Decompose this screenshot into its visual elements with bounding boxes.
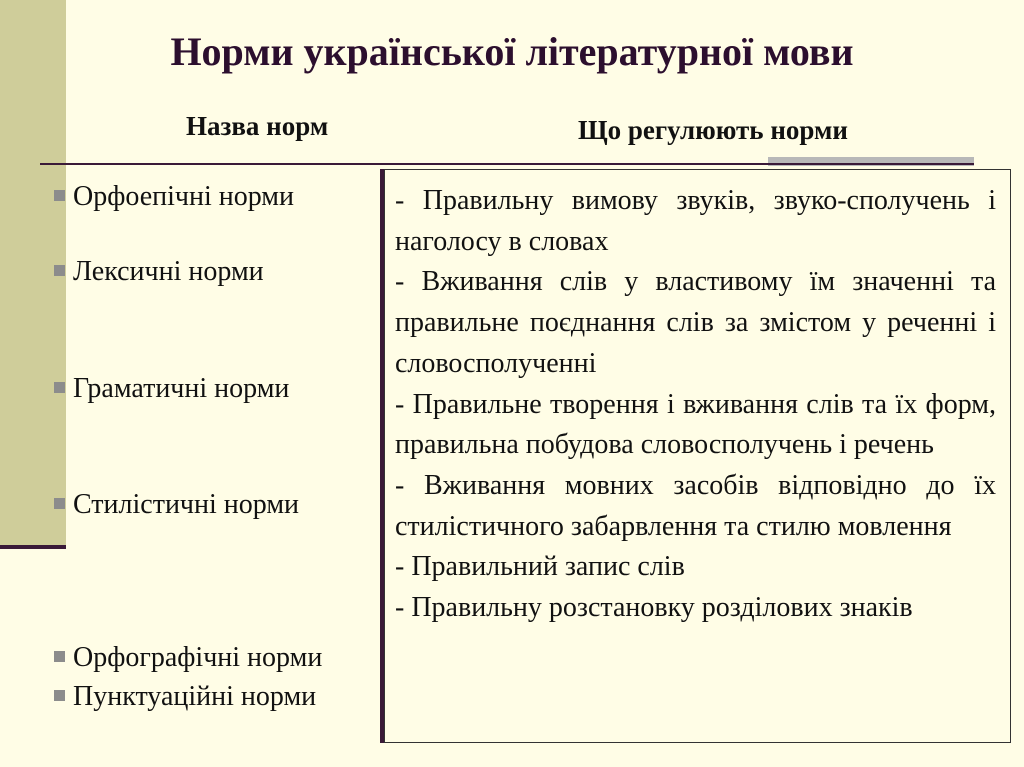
norm-label: Лексичні норми (73, 256, 264, 287)
square-bullet-icon (54, 190, 65, 201)
description-orthoepic: - Правильну вимову звуків, звуко-сполучень і наголосу в словах (395, 185, 996, 257)
list-item (54, 180, 294, 214)
norm-label: Граматичні норми (73, 373, 290, 404)
column-header-what-regulates: Що регулюють норми (578, 115, 848, 145)
square-bullet-icon (54, 498, 65, 509)
description-punctuation: - Правильну розстановку розділових знаків (395, 592, 913, 624)
square-bullet-icon (54, 382, 65, 393)
description-lexical: - Вживання слів у властивому їм значенні та правильне поєднання слів за змістом у реченні і словосполученні (395, 266, 996, 379)
norm-label: Пунктуаційні норми (73, 681, 317, 712)
list-item (54, 255, 264, 289)
norm-label: Стилістичні норми (73, 489, 300, 520)
description-orthographic: - Правильний запис слів (395, 551, 685, 583)
header-divider (40, 163, 974, 165)
norm-label: Орфоепічні норми (73, 181, 295, 212)
norm-label: Орфографічні норми (73, 642, 323, 673)
list-item (54, 372, 289, 406)
column-header-norm-name: Назва норм (186, 111, 329, 141)
list-item (54, 488, 299, 522)
descriptions-text (395, 181, 996, 629)
side-band-line (0, 545, 66, 549)
list-item (54, 680, 316, 714)
square-bullet-icon (54, 651, 65, 662)
slide-title: Норми української літературної мови (170, 29, 854, 74)
list-item (54, 641, 322, 675)
square-bullet-icon (54, 690, 65, 701)
description-stylistic: - Вживання мовних засобів відповідно до їх стилістичного забарвлення та стилю мовлення (395, 469, 996, 542)
square-bullet-icon (54, 265, 65, 276)
description-grammatical: - Правильне творення і вживання слів та їх форм, правильна побудова словосполучень і речень (395, 388, 996, 461)
